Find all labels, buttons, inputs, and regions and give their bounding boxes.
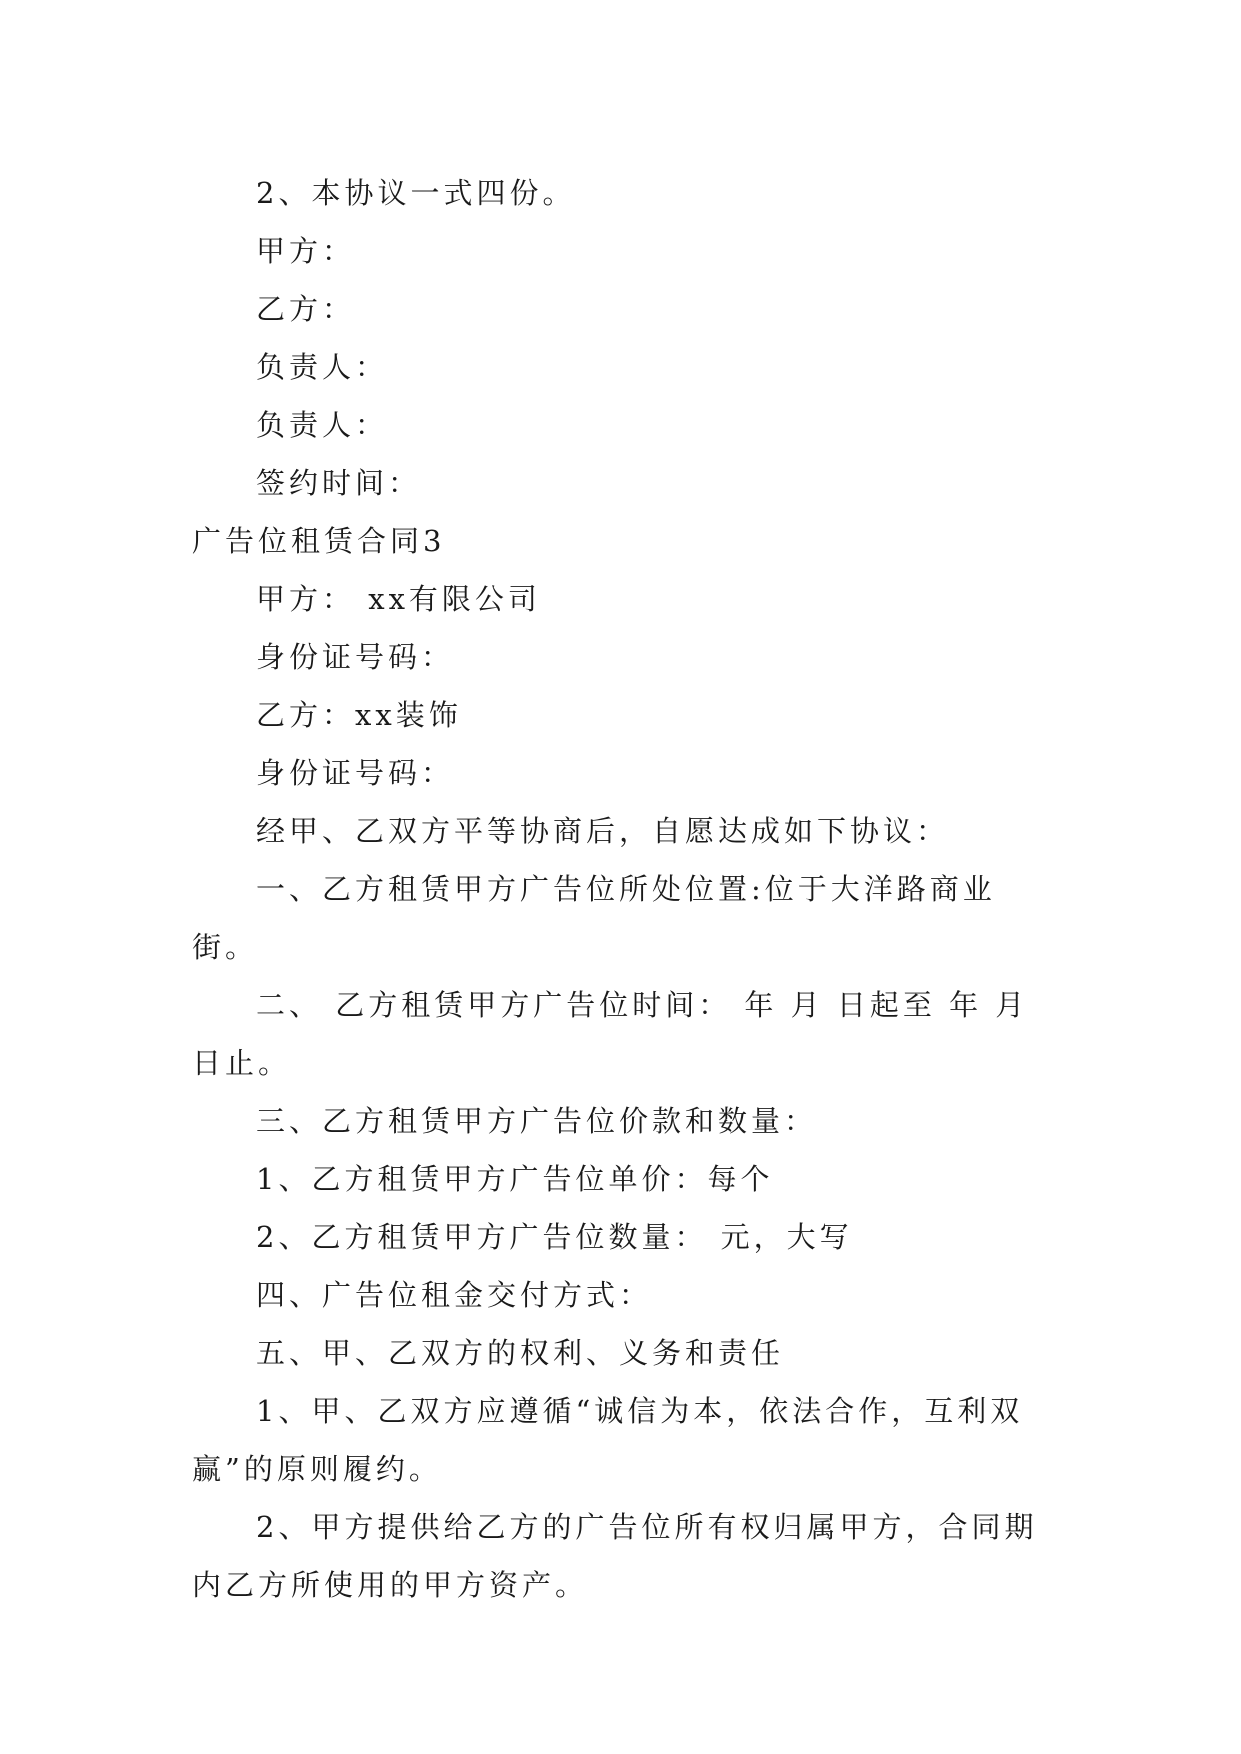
party-b-name: 乙方：xx装饰 <box>256 698 462 732</box>
signing-time: 签约时间： <box>256 466 422 500</box>
clause-2-period: 二、 乙方租赁甲方广告位时间： 年 月 日起至 年 月日止。 <box>192 988 1029 1080</box>
party-a-name: 甲方： xx有限公司 <box>256 582 541 616</box>
clause-5-item-2: 2、甲方提供给乙方的广告位所有权归属甲方，合同期内乙方所使用的甲方资产。 <box>192 1510 1038 1602</box>
party-a-id-number: 身份证号码： <box>256 640 455 674</box>
party-a-responsible-person: 负责人： <box>256 350 389 384</box>
party-b-responsible-person: 负责人： <box>256 408 389 442</box>
clause-3-quantity: 2、乙方租赁甲方广告位数量： 元，大写 <box>256 1220 853 1254</box>
clause-4-payment: 四、广告位租金交付方式： <box>256 1278 653 1312</box>
section-title: 广告位租赁合同3 <box>192 524 446 558</box>
clause-1-location: 一、乙方租赁甲方广告位所处位置:位于大洋路商业街。 <box>192 872 996 964</box>
agreement-intro: 经甲、乙双方平等协商后，自愿达成如下协议： <box>256 814 950 848</box>
clause-3-unit-price: 1、乙方租赁甲方广告位单价：每个 <box>256 1162 774 1196</box>
document-body <box>192 164 1052 1614</box>
clause-5-item-1: 1、甲、乙双方应遵循“诚信为本，依法合作，互利双赢”的原则履约。 <box>192 1394 1024 1486</box>
party-a-signature: 甲方： <box>256 234 356 268</box>
clause-copies: 2、本协议一式四份。 <box>256 176 576 210</box>
clause-5-rights: 五、甲、乙双方的权利、义务和责任 <box>256 1336 785 1370</box>
clause-3-price-quantity: 三、乙方租赁甲方广告位价款和数量： <box>256 1104 818 1138</box>
party-b-signature: 乙方： <box>256 292 356 326</box>
party-b-id-number: 身份证号码： <box>256 756 455 790</box>
